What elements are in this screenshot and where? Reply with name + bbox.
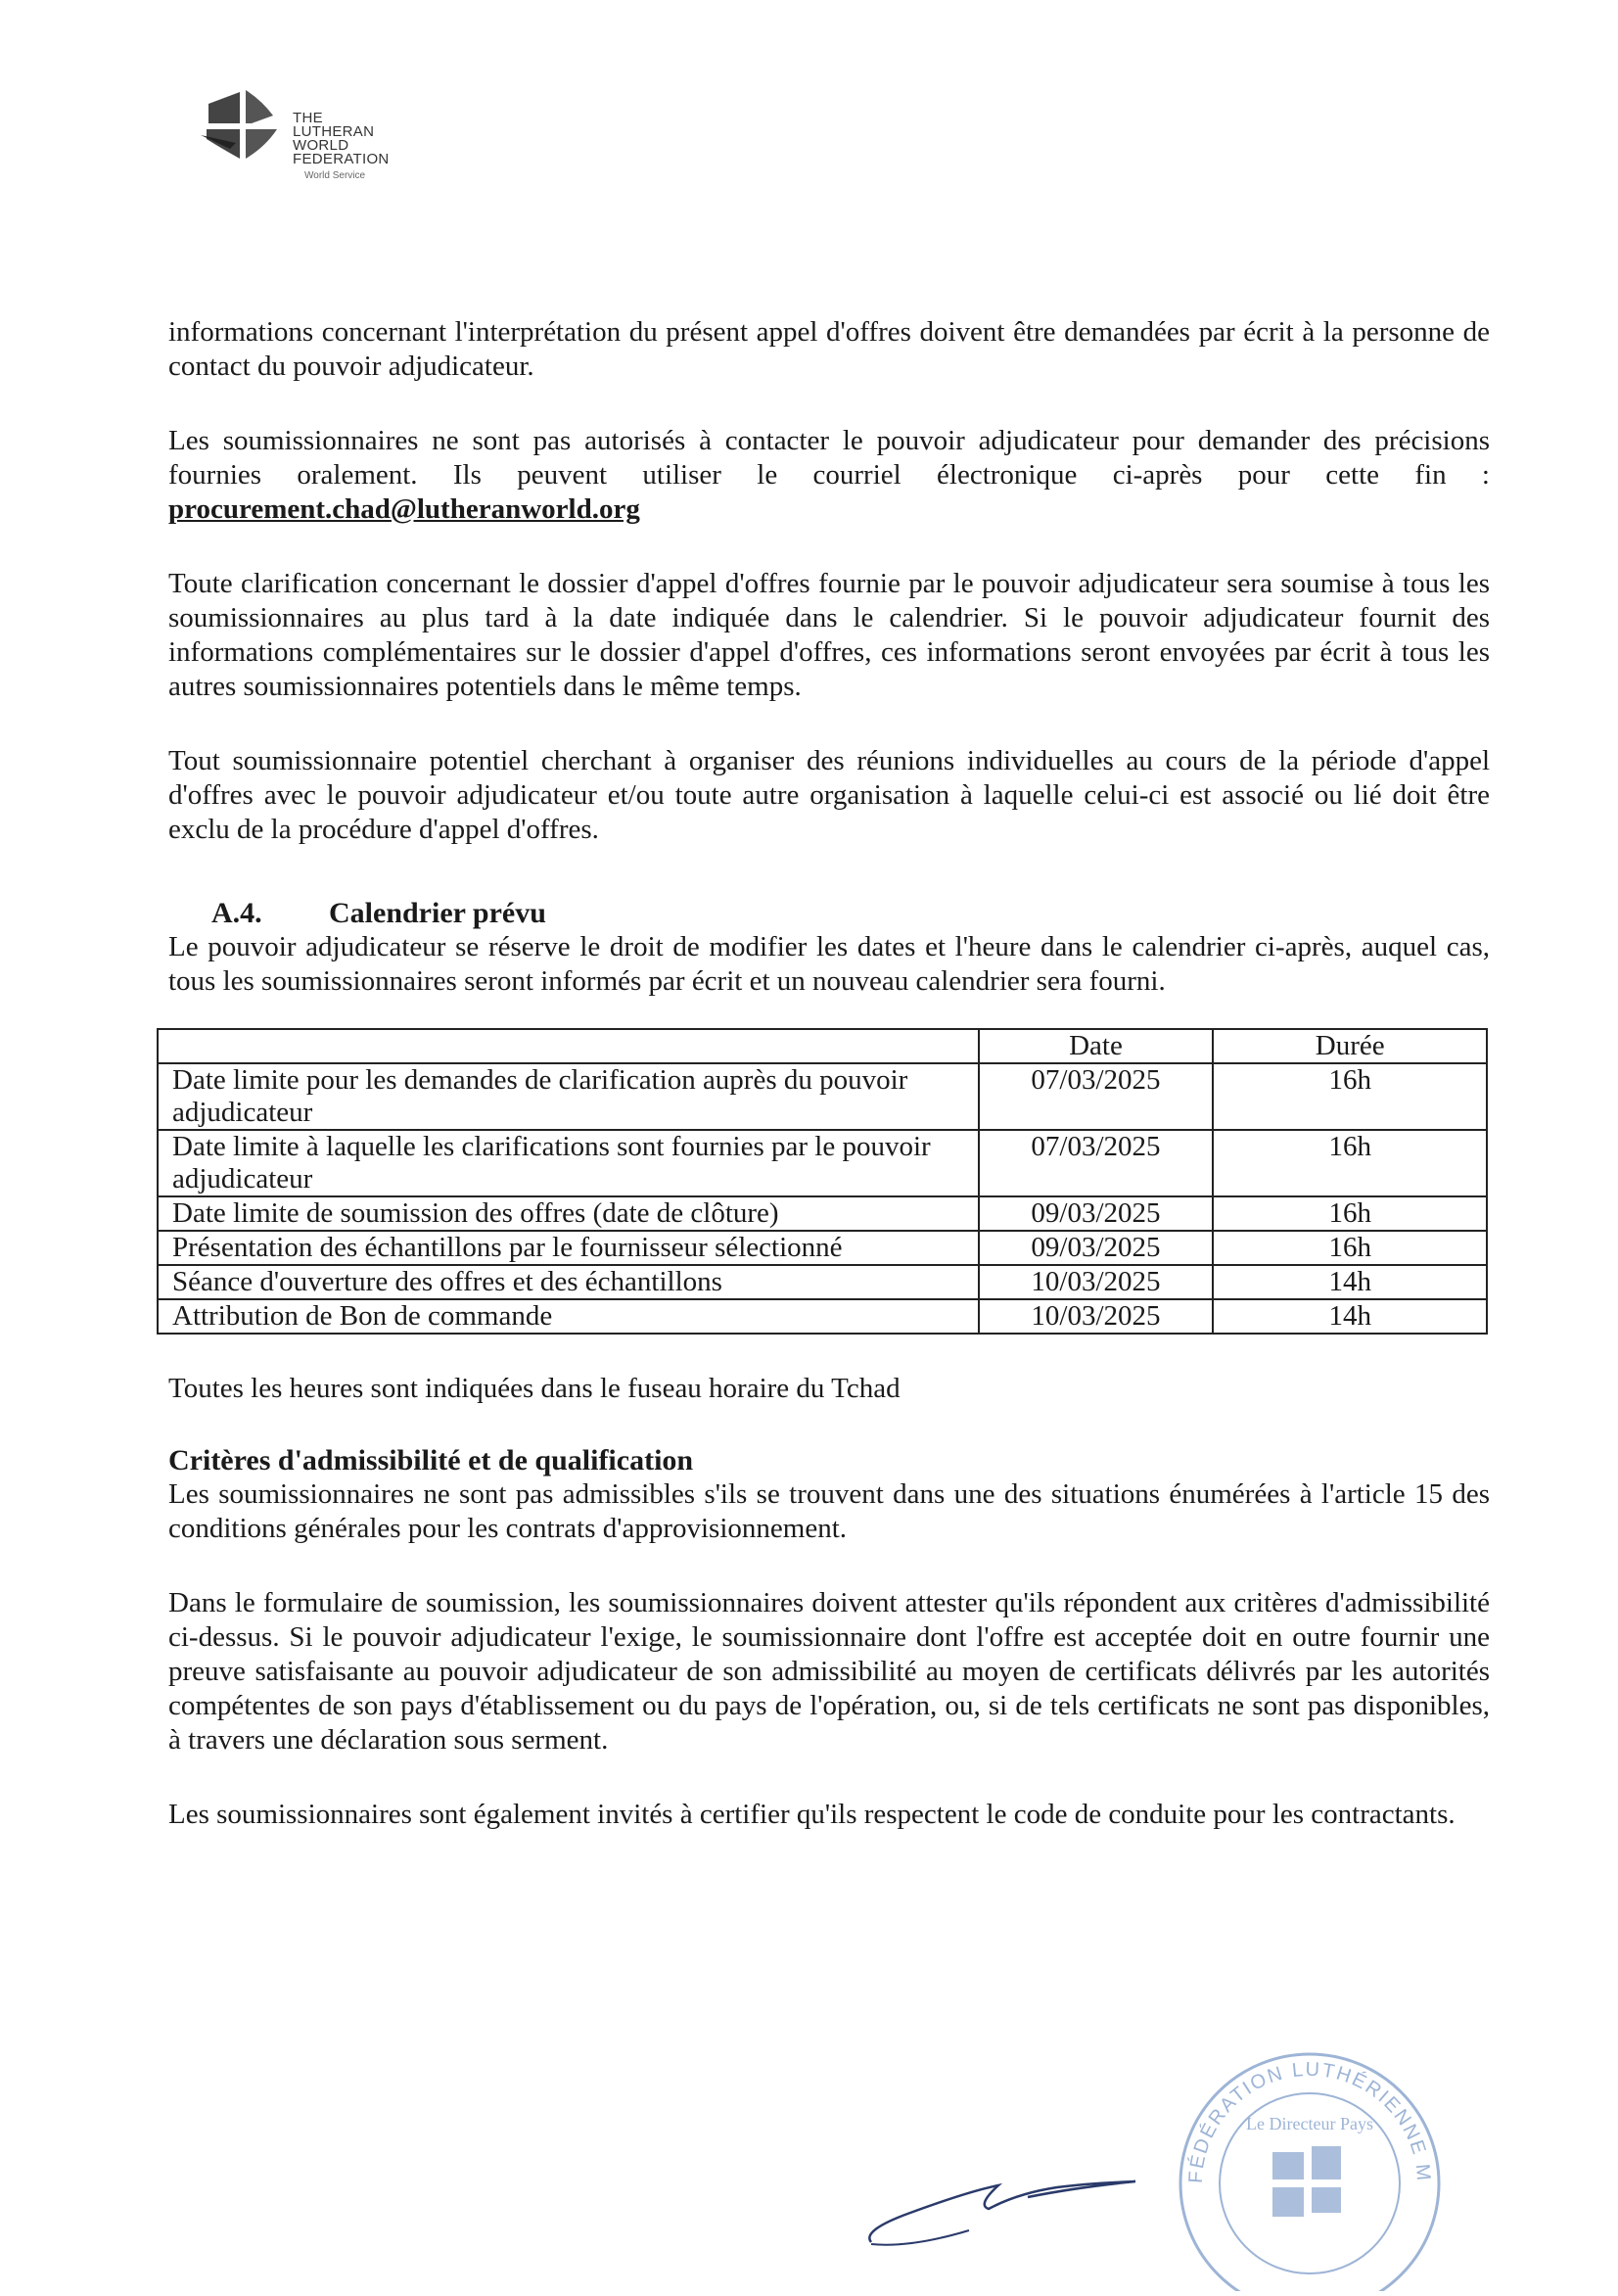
time-cell: 14h (1213, 1265, 1487, 1299)
stamp-seal-icon (1163, 2037, 1456, 2291)
table-row (158, 1130, 1487, 1196)
paragraph-contact-restriction: Les soumissionnaires ne sont pas autorisés à contacter le pouvoir adjudicateur pour demander des précisions fournies oralement. Ils peuvent utiliser le courriel électronique ci-après pour cette fin : procurement.chad@lutheranworld.org (168, 425, 1490, 525)
paragraph-code-of-conduct: Les soumissionnaires sont également invités à certifier qu'ils respectent le code de conduite pour les contractants. (168, 1799, 1456, 1830)
paragraph-timezone: Toutes les heures sont indiquées dans le fuseau horaire du Tchad (168, 1373, 901, 1404)
time-cell: 14h (1213, 1299, 1487, 1334)
svg-text:FÉDÉRATION LUTHÉRIENNE MONDIAL: FÉDÉRATION LUTHÉRIENNE M (1184, 2058, 1435, 2184)
paragraph-clarification-requests: informations concernant l'interprétation du présent appel d'offres doivent être demandées par écrit à la personne de contact du pouvoir adjudicateur. (168, 316, 1490, 382)
official-stamp (1163, 2037, 1456, 2291)
procurement-email-link[interactable]: procurement.chad@lutheranworld.org (168, 493, 640, 525)
date-cell: 10/03/2025 (979, 1265, 1214, 1299)
event-cell: Présentation des échantillons par le fournisseur sélectionné (158, 1231, 979, 1265)
logo-subtitle: World Service (304, 170, 366, 181)
table-row (158, 1231, 1487, 1265)
handwritten-signature (852, 2115, 1165, 2262)
time-cell: 16h (1213, 1063, 1487, 1130)
section-heading-calendar: A.4. Calendrier prévu (211, 897, 546, 929)
header-cell-empty (158, 1029, 979, 1063)
section-heading-criteria: Critères d'admissibilité et de qualification (168, 1444, 694, 1476)
lwf-logo-icon (201, 86, 289, 164)
logo-wordmark: THE LUTHERAN WORLD FEDERATION (293, 110, 390, 167)
time-cell: 16h (1213, 1231, 1487, 1265)
paragraph-eligibility: Les soumissionnaires ne sont pas admissibles s'ils se trouvent dans une des situations énumérées à l'article 15 des conditions générales pour les contrats d'approvisionnement. (168, 1478, 1490, 1544)
event-cell: Date limite de soumission des offres (date de clôture) (158, 1196, 979, 1231)
time-cell: 16h (1213, 1130, 1487, 1196)
paragraph-calendar-intro: Le pouvoir adjudicateur se réserve le droit de modifier les dates et l'heure dans le calendrier ci-après, auquel cas, tous les soumissionnaires seront informés par écrit et un nouveau calendrier sera fourni. (168, 931, 1490, 997)
paragraph-individual-meetings: Tout soumissionnaire potentiel cherchant à organiser des réunions individuelles au cours de la période d'appel d'offres avec le pouvoir adjudicateur et/ou toute autre organisation à laquelle celui-ci est associé ou lié doit être exclu de la procédure d'appel d'offres. (168, 745, 1490, 845)
document-body (168, 315, 1490, 1832)
event-cell: Date limite pour les demandes de clarification auprès du pouvoir adjudicateur (158, 1063, 979, 1130)
date-cell: 09/03/2025 (979, 1196, 1214, 1231)
date-cell: 07/03/2025 (979, 1063, 1214, 1130)
date-cell: 09/03/2025 (979, 1231, 1214, 1265)
stamp-inner-text: Le Directeur Pays (1246, 2114, 1373, 2133)
calendar-table (157, 1028, 1488, 1335)
paragraph-attestation: Dans le formulaire de soumission, les soumissionnaires doivent attester qu'ils répondent aux critères d'admissibilité ci-dessus. Si le pouvoir adjudicateur l'exige, le soumissionnaire dont l'offre est acceptée doit en outre fournir une preuve satisfaisante au pouvoir adjudicateur de son admissibilité au moyen de certificats délivrés par les autorités compétentes de son pays d'établissement ou du pays de l'opération, ou, si de tels certificats ne sont pas disponibles, à travers une déclaration sous serment. (168, 1587, 1490, 1756)
calendar-table-header (158, 1029, 1487, 1063)
date-cell: 07/03/2025 (979, 1130, 1214, 1196)
date-cell: 10/03/2025 (979, 1299, 1214, 1334)
table-row (158, 1196, 1487, 1231)
event-cell: Attribution de Bon de commande (158, 1299, 979, 1334)
event-cell: Séance d'ouverture des offres et des échantillons (158, 1265, 979, 1299)
header-cell-duration: Durée (1213, 1029, 1487, 1063)
lwf-logo (201, 86, 396, 223)
table-row (158, 1265, 1487, 1299)
table-row (158, 1063, 1487, 1130)
time-cell: 16h (1213, 1196, 1487, 1231)
paragraph-clarification-sharing: Toute clarification concernant le dossier d'appel d'offres fournie par le pouvoir adjudicateur sera soumise à tous les soumissionnaires au plus tard à la date indiquée dans le calendrier. Si le pouvoir adjudicateur fournit des informations complémentaires sur le dossier d'appel d'offres, ces informations seront envoyées par écrit à tous les autres soumissionnaires potentiels dans le même temps. (168, 568, 1490, 702)
event-cell: Date limite à laquelle les clarifications sont fournies par le pouvoir adjudicateur (158, 1130, 979, 1196)
table-row (158, 1299, 1487, 1334)
header-cell-date: Date (979, 1029, 1214, 1063)
